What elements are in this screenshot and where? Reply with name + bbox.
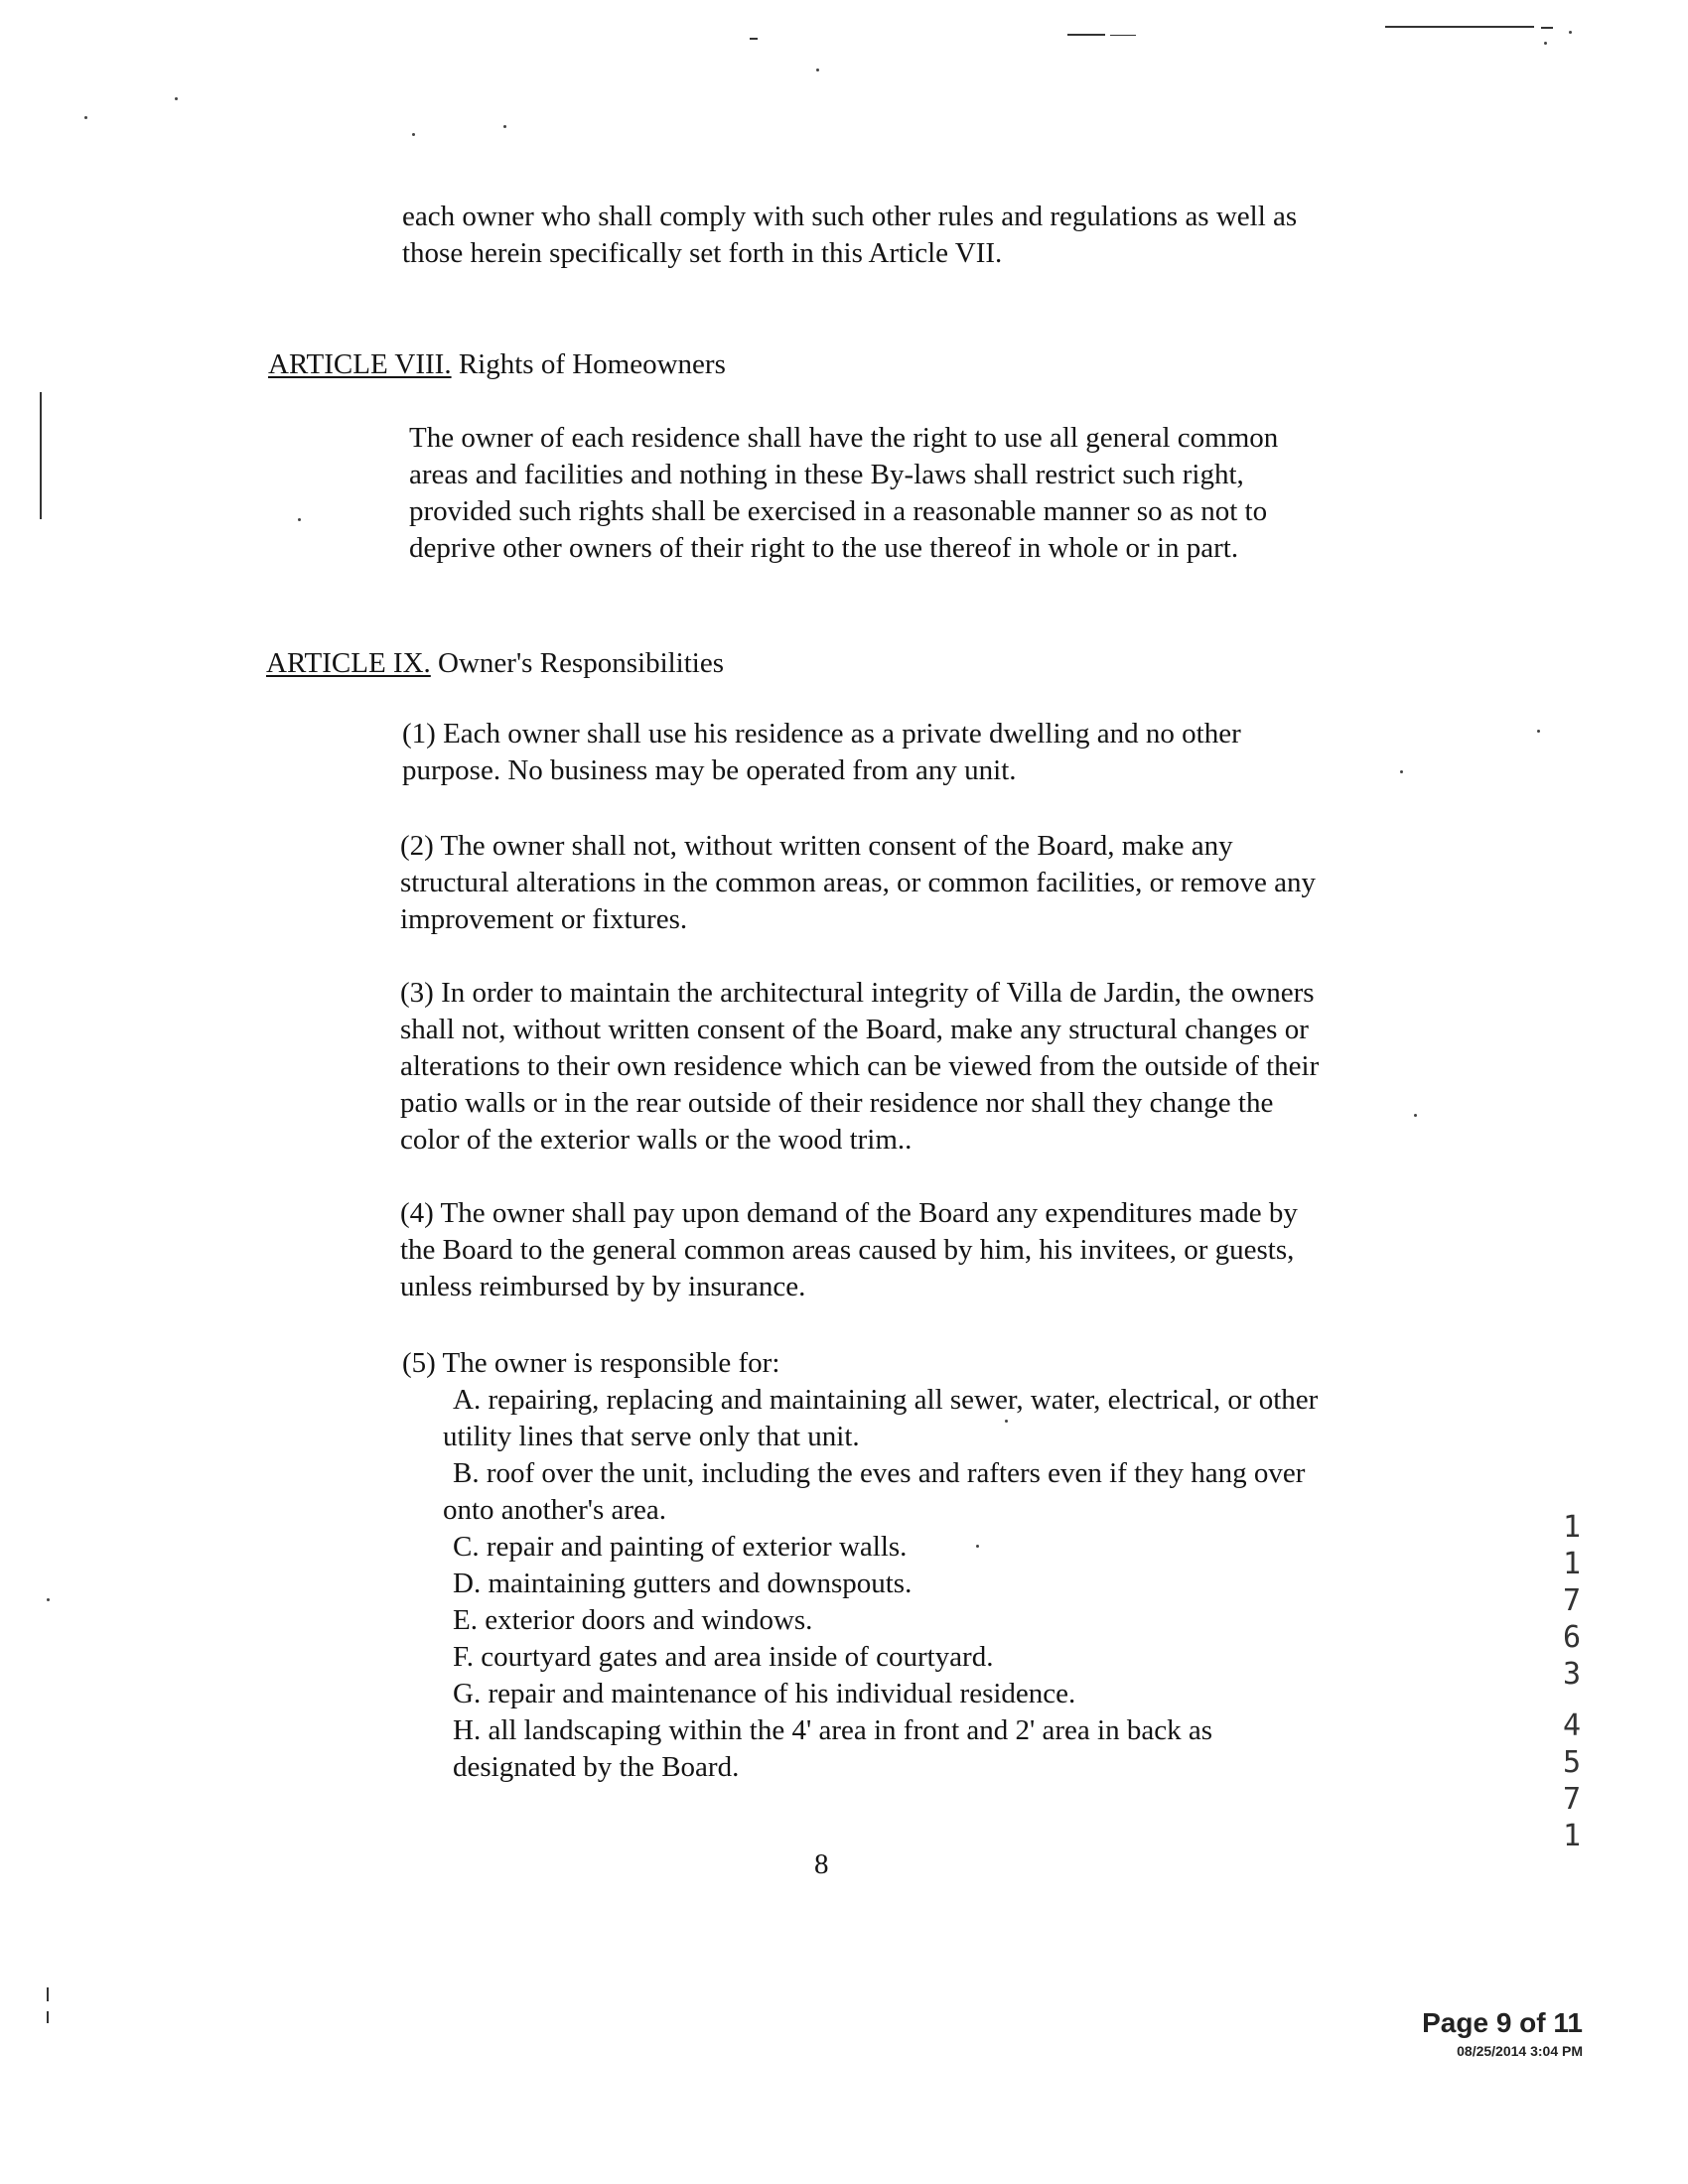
text-line: (3) In order to maintain the architectural integrity of Villa de Jardin, the owners — [400, 977, 1315, 1009]
scan-mark — [40, 392, 42, 519]
scan-dot — [1537, 730, 1540, 733]
clause-5-item: B. roof over the unit, including the eves and rafters even if they hang over — [453, 1457, 1306, 1489]
article-number: ARTICLE IX. — [266, 647, 431, 679]
text-line: deprive other owners of their right to the use thereof in whole or in part. — [409, 532, 1239, 564]
article-8-heading — [268, 346, 726, 383]
scan-mark — [47, 2011, 49, 2023]
clause-5-item: utility lines that serve only that unit. — [443, 1421, 860, 1452]
article-9-heading — [266, 645, 724, 682]
intro-paragraph — [402, 199, 1297, 272]
text-line: each owner who shall comply with such other rules and regulations as well as — [402, 201, 1298, 232]
scan-dot — [412, 133, 415, 136]
text-line: shall not, without written consent of the Board, make any structural changes or — [400, 1014, 1309, 1045]
scan-dot — [1400, 770, 1403, 773]
stamp-digit: 5 — [1562, 1745, 1582, 1780]
scan-dot — [84, 116, 87, 119]
page-number: 8 — [814, 1848, 829, 1880]
stamp-digit: 7 — [1562, 1583, 1582, 1618]
scan-dot — [298, 518, 301, 521]
article-8-body — [409, 420, 1278, 567]
article-title: Rights of Homeowners — [458, 348, 726, 380]
clause-5-item: A. repairing, replacing and maintaining all sewer, water, electrical, or other — [453, 1384, 1319, 1416]
clause-2 — [400, 828, 1316, 938]
clause-5-item: E. exterior doors and windows. — [453, 1604, 813, 1636]
clause-5-item: designated by the Board. — [453, 1751, 740, 1783]
scan-dot — [47, 1598, 50, 1601]
scan-dot — [816, 68, 819, 71]
clause-3 — [400, 975, 1319, 1159]
stamp-digit: 1 — [1562, 1510, 1582, 1545]
scan-dot — [1414, 1114, 1417, 1117]
clause-5-item: H. all landscaping within the 4' area in front and 2' area in back as — [453, 1714, 1212, 1746]
clause-5-item: G. repair and maintenance of his individual residence. — [453, 1678, 1076, 1709]
clause-5-item: C. repair and painting of exterior walls. — [453, 1531, 908, 1563]
document-stamp-number — [1559, 1707, 1585, 1854]
scan-mark — [1541, 27, 1553, 29]
scan-dot — [175, 97, 178, 100]
text-line: purpose. No business may be operated from any unit. — [402, 754, 1017, 786]
stamp-digit: 4 — [1562, 1708, 1582, 1743]
scan-dot — [503, 125, 506, 128]
text-line: improvement or fixtures. — [400, 903, 688, 935]
text-line: structural alterations in the common areas, or common facilities, or remove any — [400, 867, 1317, 898]
text-line: (1) Each owner shall use his residence as a private dwelling and no other — [402, 718, 1241, 750]
text-line: patio walls or in the rear outside of their residence nor shall they change the — [400, 1087, 1274, 1119]
stamp-digit: 3 — [1562, 1657, 1582, 1692]
stamp-digit: 1 — [1562, 1547, 1582, 1581]
scan-mark — [1110, 35, 1136, 36]
article-title: Owner's Responsibilities — [438, 647, 725, 679]
clause-4 — [400, 1195, 1298, 1305]
clause-5-item: F. courtyard gates and area inside of courtyard. — [453, 1641, 994, 1673]
scan-mark — [1385, 26, 1534, 28]
article-number: ARTICLE VIII. — [268, 348, 452, 380]
text-line: color of the exterior walls or the wood trim.. — [400, 1124, 913, 1156]
clause-5-intro: (5) The owner is responsible for: — [402, 1347, 780, 1379]
text-line: alterations to their own residence which can be viewed from the outside of their — [400, 1050, 1320, 1082]
text-line: provided such rights shall be exercised in a reasonable manner so as not to — [409, 495, 1268, 527]
text-line: areas and facilities and nothing in these By-laws shall restrict such right, — [409, 459, 1244, 490]
text-line: The owner of each residence shall have the right to use all general common — [409, 422, 1279, 454]
scan-dot — [1005, 1420, 1008, 1423]
scan-dot — [1544, 42, 1547, 45]
scan-mark — [750, 38, 758, 40]
text-line: those herein specifically set forth in this Article VII. — [402, 237, 1003, 269]
text-line: (2) The owner shall not, without written consent of the Board, make any — [400, 830, 1233, 862]
stamp-digit: 6 — [1562, 1620, 1582, 1655]
document-stamp-number — [1559, 1509, 1585, 1693]
fax-page-count: Page 9 of 11 — [1422, 2007, 1583, 2038]
scan-dot — [976, 1545, 979, 1548]
stamp-digit: 7 — [1562, 1782, 1582, 1817]
scan-mark — [1067, 34, 1105, 36]
stamp-digit: 1 — [1562, 1819, 1582, 1853]
text-line: the Board to the general common areas caused by him, his invitees, or guests, — [400, 1234, 1295, 1266]
scan-dot — [1569, 31, 1572, 34]
scan-mark — [47, 1987, 49, 2001]
clause-5-item: onto another's area. — [443, 1494, 667, 1526]
clause-5-item: D. maintaining gutters and downspouts. — [453, 1568, 913, 1599]
fax-timestamp: 08/25/2014 3:04 PM — [1457, 2043, 1583, 2059]
text-line: (4) The owner shall pay upon demand of the Board any expenditures made by — [400, 1197, 1298, 1229]
text-line: unless reimbursed by by insurance. — [400, 1271, 806, 1302]
clause-1 — [402, 716, 1241, 789]
